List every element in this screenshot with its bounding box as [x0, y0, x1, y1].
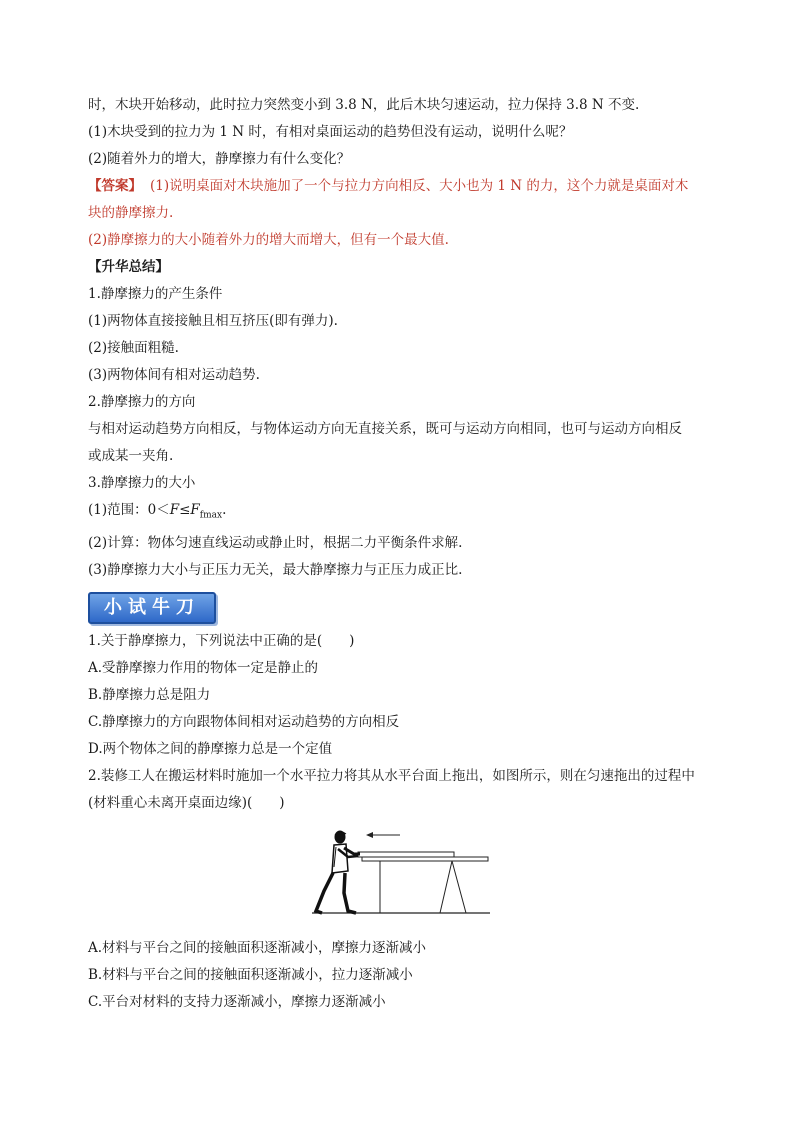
q2-option-c: C.平台对材料的支持力逐渐减小，摩擦力逐渐减小 [88, 993, 386, 1010]
q1-option-d: D.两个物体之间的静摩擦力总是一个定值 [88, 740, 333, 757]
q1-option-c: C.静摩擦力的方向跟物体间相对运动趋势的方向相反 [88, 713, 400, 730]
question-2: (2)随着外力的增大，静摩擦力有什么变化？ [88, 151, 351, 167]
answer-line-1 [88, 173, 718, 200]
q2-stem-1: 2.装修工人在搬运材料时施加一个水平拉力将其从水平台面上拖出，如图所示，则在匀速拖出的过程中 [88, 767, 695, 784]
q2-option-b: B.材料与平台之间的接触面积逐渐减小，拉力逐渐减小 [88, 966, 413, 983]
summary-point-3a [88, 497, 718, 530]
worker-leg-front [344, 873, 356, 913]
summary-point-1b: (2)接触面粗糙. [88, 340, 179, 356]
range-prefix: (1)范围：0＜ [88, 502, 170, 518]
platform-top [362, 857, 488, 861]
q1-option-b: B.静摩擦力总是阻力 [88, 686, 211, 703]
worker-leg-back [316, 873, 333, 913]
answer-text-1: (1)说明桌面对木块施加了一个与拉力方向相反、大小也为 1 N 的力，这个力就是桌面对木 [150, 178, 689, 194]
worker-pulling-figure [302, 827, 502, 921]
fmax-symbol: F [190, 502, 200, 518]
document-page [88, 92, 718, 1016]
answer-line-3: (2)静摩擦力的大小随着外力的增大而增大，但有一个最大值. [88, 232, 449, 248]
text-line: 时，木块开始移动，此时拉力突然变小到 3.8 N，此后木块匀速运动，拉力保持 3.8 N 不变. [88, 97, 640, 113]
summary-point-1a: (1)两物体直接接触且相互挤压(即有弹力). [88, 313, 338, 329]
question-1: (1)木块受到的拉力为 1 N 时，有相对桌面运动的趋势但没有运动，说明什么呢？ [88, 124, 573, 140]
answer-line-2: 块的静摩擦力. [88, 205, 174, 221]
q1-stem: 1.关于静摩擦力，下列说法中正确的是( ) [88, 632, 355, 649]
summary-point-2a: 与相对运动趋势方向相反，与物体运动方向无直接关系，既可与运动方向相同，也可与运动方向相反 [88, 421, 682, 437]
summary-point-2b: 或成某一夹角. [88, 448, 174, 464]
summary-heading: 【升华总结】 [88, 259, 169, 275]
summary-point-3: 3.静摩擦力的大小 [88, 475, 196, 491]
summary-point-3b: (2)计算：物体匀速直线运动或静止时，根据二力平衡条件求解. [88, 534, 463, 551]
answer-tag: 【答案】 [88, 178, 142, 194]
material-board [358, 852, 454, 857]
summary-point-1c: (3)两物体间有相对运动趋势. [88, 367, 260, 383]
figure-svg [302, 827, 502, 921]
summary-point-1: 1.静摩擦力的产生条件 [88, 286, 223, 302]
worker-figure [316, 831, 360, 913]
q1-option-a: A.受静摩擦力作用的物体一定是静止的 [88, 659, 319, 676]
platform-leg-mid [440, 861, 452, 913]
practice-banner: 小试牛刀 [88, 592, 216, 624]
fmax-subscript: fmax [199, 510, 223, 521]
force-arrow-head [366, 832, 373, 838]
summary-point-3c: (3)静摩擦力大小与正压力无关，最大静摩擦力与正压力成正比. [88, 561, 463, 578]
q2-stem-2: (材料重心未离开桌面边缘)( ) [88, 794, 285, 811]
range-suffix: . [222, 502, 227, 518]
platform-leg-right [452, 861, 466, 913]
le-symbol: ≤ [179, 502, 191, 518]
q2-option-a: A.材料与平台之间的接触面积逐渐减小，摩擦力逐渐减小 [88, 939, 427, 956]
summary-point-2: 2.静摩擦力的方向 [88, 394, 196, 410]
f-symbol: F [169, 502, 180, 518]
